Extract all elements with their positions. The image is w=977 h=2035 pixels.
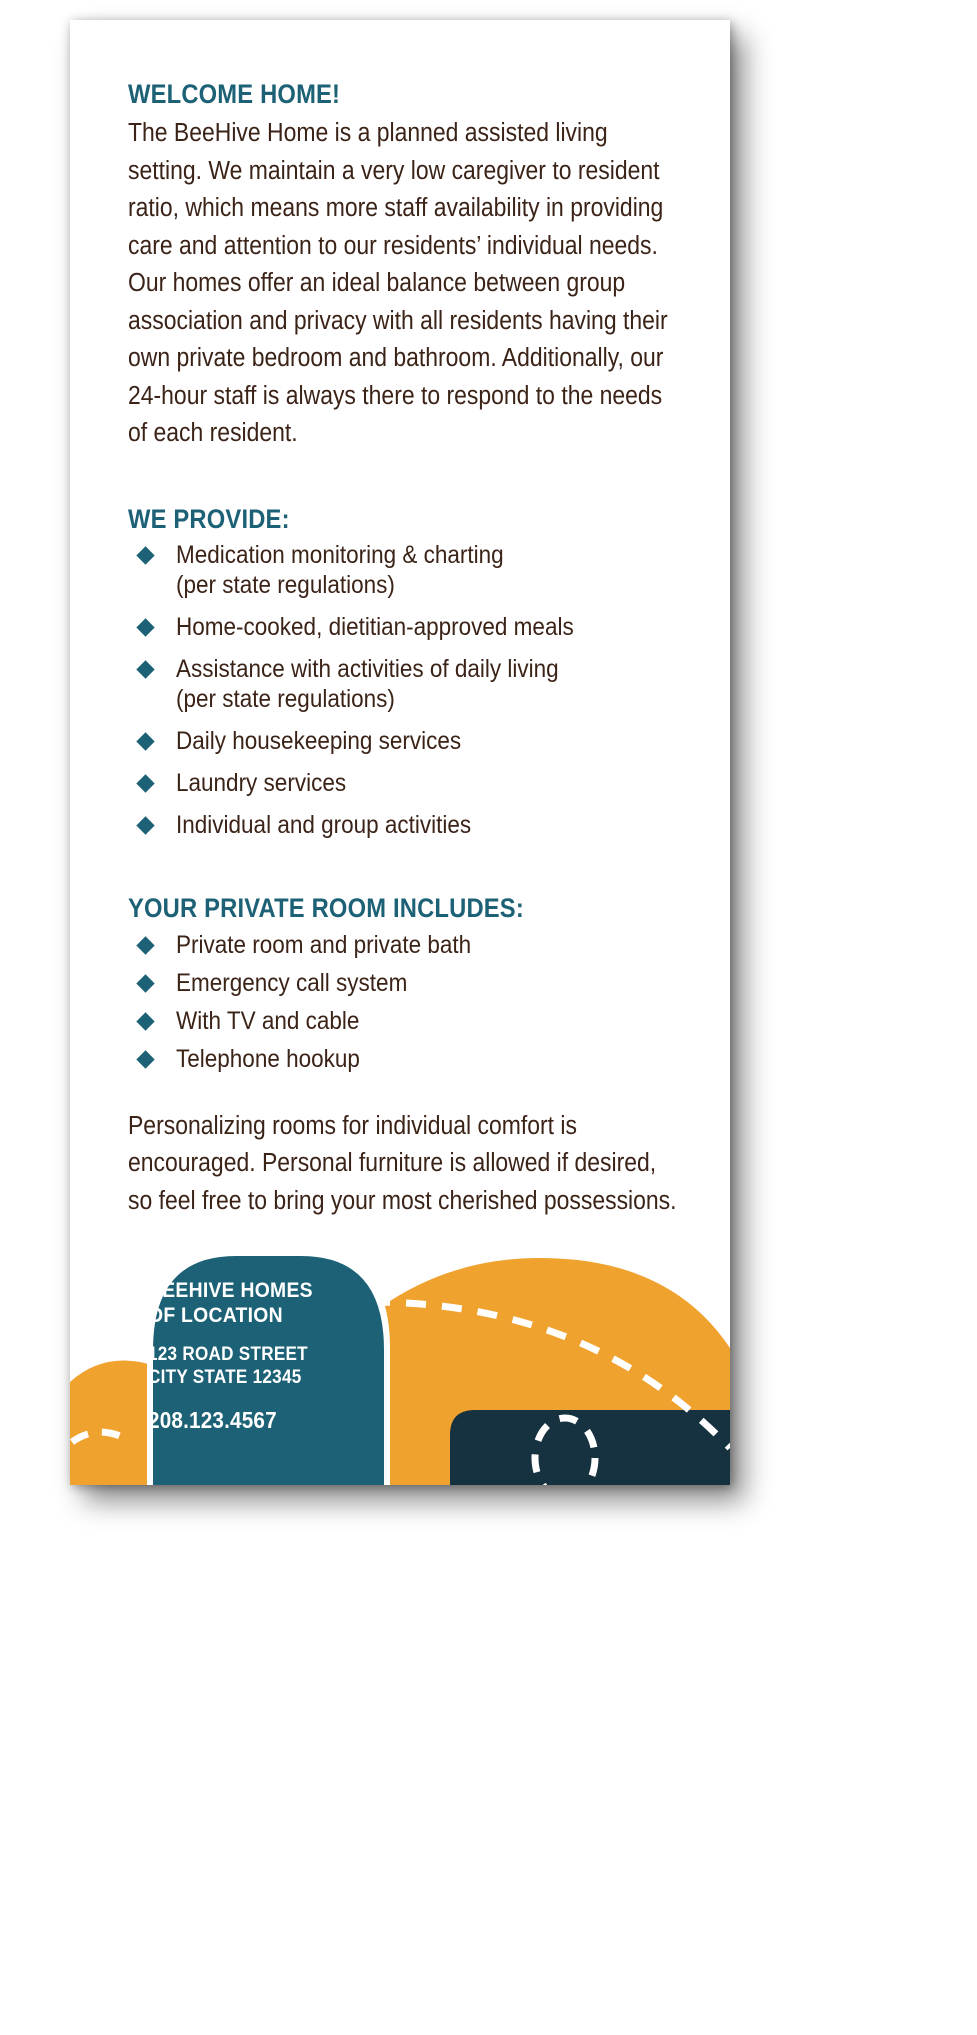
list-item [128, 968, 680, 998]
diamond-bullet-icon [136, 732, 154, 750]
list-item-label: Private room and private bath [176, 930, 472, 959]
badge-phone[interactable]: 208.123.4567 [148, 1407, 277, 1433]
list-item-subtext: (per state regulations) [176, 571, 395, 600]
spacer [128, 852, 680, 894]
badge-address-line1: 123 ROAD STREET [148, 1344, 308, 1365]
closing-paragraph: Personalizing rooms for individual comfort is encouraged. Personal furniture is allowed if desired, so feel free to bring your most cherished possessions. [128, 1111, 677, 1215]
we-provide-heading: WE PROVIDE: [128, 503, 290, 534]
list-item-label: Individual and group activities [176, 811, 472, 840]
list-item-label: Medication monitoring & charting [176, 541, 504, 570]
list-item-label: Home-cooked, dietitian-approved meals [176, 613, 574, 642]
badge-address-line2: CITY STATE 12345 [148, 1367, 302, 1388]
private-room-heading: YOUR PRIVATE ROOM INCLUDES: [128, 893, 524, 924]
diamond-bullet-icon [136, 660, 154, 678]
list-item-label: Assistance with activities of daily living [176, 655, 559, 684]
list-item [128, 654, 680, 714]
diamond-bullet-icon [136, 1012, 154, 1030]
list-item [128, 810, 680, 840]
spacer [128, 1082, 680, 1108]
list-item [128, 540, 680, 600]
footer-artwork [70, 1230, 730, 1485]
diamond-bullet-icon [136, 816, 154, 834]
spacer [128, 453, 680, 505]
list-item-label: Laundry services [176, 769, 347, 798]
private-room-list [128, 930, 680, 1074]
list-item-label: Daily housekeeping services [176, 727, 462, 756]
diamond-bullet-icon [136, 936, 154, 954]
diamond-bullet-icon [136, 974, 154, 992]
list-item [128, 1006, 680, 1036]
list-item-label: Telephone hookup [176, 1044, 360, 1073]
list-item [128, 768, 680, 798]
list-item-label: Emergency call system [176, 968, 408, 997]
we-provide-list [128, 540, 680, 840]
diamond-bullet-icon [136, 774, 154, 792]
badge-text-block [148, 1278, 378, 1433]
brochure-content [128, 80, 680, 1220]
welcome-paragraph: The BeeHive Home is a planned assisted living setting. We maintain a very low caregiver to resident ratio, which means more staff availability in providing care and attention to our residents’ individual needs. Our homes offer an ideal balance between group association and privacy with all residents having their own private bedroom and bathroom. Additionally, our 24-hour staff is always there to respond to the needs of each resident. [128, 119, 668, 448]
diamond-bullet-icon [136, 1050, 154, 1068]
brochure-card [70, 20, 730, 1485]
welcome-heading: WELCOME HOME! [128, 79, 341, 109]
list-item-subtext: (per state regulations) [176, 685, 395, 714]
list-item [128, 612, 680, 642]
list-item [128, 726, 680, 756]
badge-name-line2: OF LOCATION [148, 1303, 283, 1327]
diamond-bullet-icon [136, 546, 154, 564]
list-item [128, 930, 680, 960]
diamond-bullet-icon [136, 618, 154, 636]
list-item-label: With TV and cable [176, 1006, 360, 1035]
badge-name-line1: BEEHIVE HOMES [148, 1278, 313, 1302]
list-item [128, 1044, 680, 1074]
